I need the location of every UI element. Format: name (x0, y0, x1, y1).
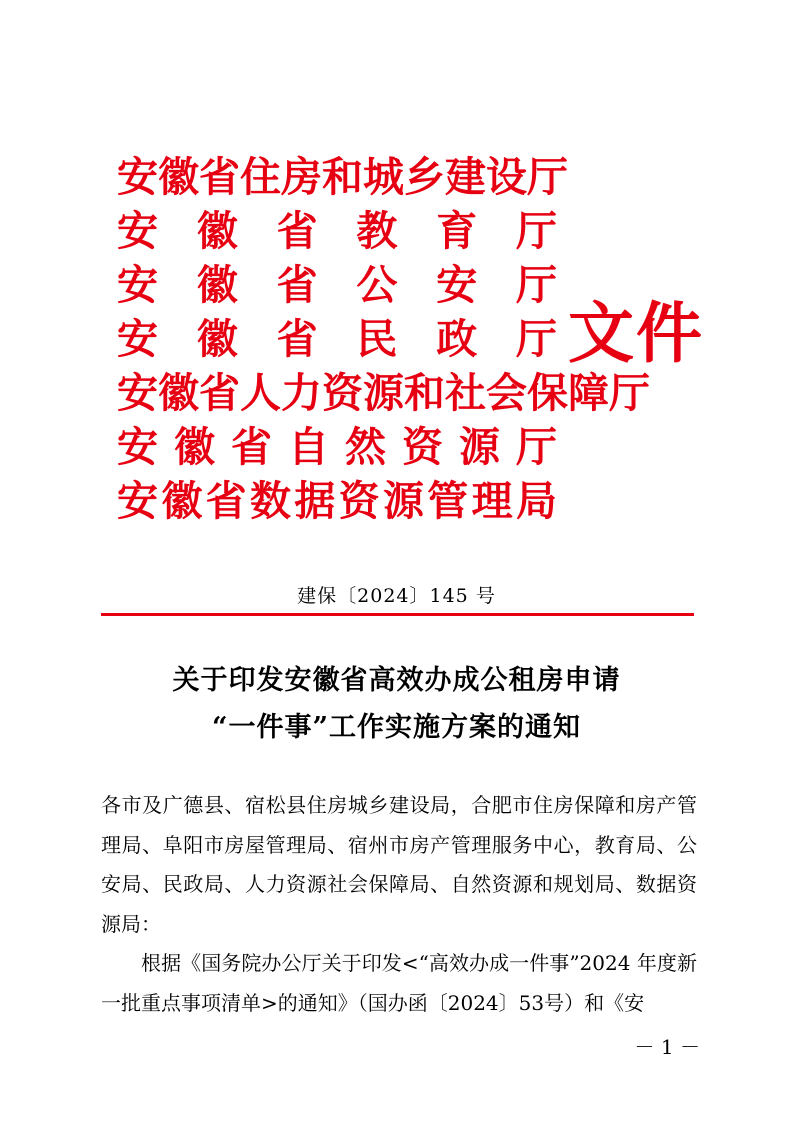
issuer-char: 政 (436, 315, 478, 363)
issuer-char: 建 (445, 153, 486, 201)
issuer-char: 障 (568, 369, 609, 417)
document-suffix: 文件 (568, 294, 704, 372)
issuer-char: 社 (445, 369, 486, 417)
issuer-char: 力 (281, 369, 322, 417)
issuer-char: 局 (515, 477, 557, 525)
issuer-char: 教 (356, 207, 398, 255)
issuer-char: 省 (205, 477, 247, 525)
issuer-char: 安 (117, 261, 158, 309)
issuer-char: 住 (240, 153, 281, 201)
issuer-char: 资 (338, 477, 380, 525)
issuer-line (117, 474, 557, 528)
title-line-2: “一件事”工作实施方案的通知 (211, 712, 582, 743)
issuer-char: 育 (436, 207, 478, 255)
issuer-char: 安 (117, 477, 158, 525)
issuer-char: 省 (276, 315, 318, 363)
issuer-char: 然 (345, 423, 386, 471)
page-number: － 1 － (634, 1035, 700, 1059)
document-body (101, 786, 697, 1023)
issuer-char: 安 (117, 369, 158, 417)
issuer-char: 安 (117, 153, 158, 201)
issuer-char: 徽 (158, 153, 199, 201)
issuer-char: 房 (281, 153, 322, 201)
issuer-line (117, 150, 568, 204)
issuer-char: 徽 (196, 207, 238, 255)
issuer-char: 人 (240, 369, 281, 417)
issuer-char: 省 (199, 153, 240, 201)
issuer-char: 省 (199, 369, 240, 417)
title-line-1: 关于印发安徽省高效办成公租房申请 (172, 665, 621, 696)
issuer-char: 徽 (161, 477, 203, 525)
issuer-char: 徽 (174, 423, 215, 471)
issuer-char: 理 (471, 477, 513, 525)
issuer-char: 源 (382, 477, 424, 525)
issuer-char: 自 (288, 423, 329, 471)
issuer-char: 厅 (515, 315, 557, 363)
issuer-char: 徽 (196, 261, 238, 309)
issuer-char: 和 (404, 369, 445, 417)
document-title (0, 657, 793, 751)
issuer-char: 厅 (515, 207, 557, 255)
issuer-char: 安 (117, 423, 158, 471)
issuer-char: 厅 (609, 369, 650, 417)
issuer-char: 厅 (515, 261, 557, 309)
issuer-line (117, 366, 650, 420)
recipients-paragraph: 各市及广德县、宿松县住房城乡建设局，合肥市住房保障和房产管理局、阜阳市房屋管理局、宿州市房产管理服务中心，教育局、公安局、民政局、人力资源社会保障局、自然资源和规划局、数据资源局： (101, 793, 697, 936)
issuer-char: 资 (402, 423, 443, 471)
issuer-char: 厅 (527, 153, 568, 201)
issuer-char: 省 (276, 261, 318, 309)
issuer-char: 管 (427, 477, 469, 525)
issuer-line (117, 204, 557, 258)
issuer-char: 徽 (196, 315, 238, 363)
issuer-char: 保 (527, 369, 568, 417)
document-number: 建保〔2024〕145 号 (297, 585, 496, 607)
issuer-char: 设 (486, 153, 527, 201)
issuer-line (117, 312, 557, 366)
issuer-line (117, 420, 557, 474)
red-divider (101, 613, 694, 616)
issuer-char: 民 (356, 315, 398, 363)
issuer-char: 源 (363, 369, 404, 417)
issuer-char: 徽 (158, 369, 199, 417)
issuer-char: 安 (117, 315, 158, 363)
issuer-char: 公 (356, 261, 398, 309)
issuer-char: 和 (322, 153, 363, 201)
issuer-char: 省 (231, 423, 272, 471)
issuer-char: 省 (276, 207, 318, 255)
issuer-line (117, 258, 557, 312)
issuer-char: 乡 (404, 153, 445, 201)
issuer-char: 数 (249, 477, 291, 525)
issuer-char: 源 (459, 423, 500, 471)
body-paragraph: 根据《国务院办公厅关于印发<“高效办成一件事”2024 年度新一批重点事项清单>的通知》（国办函〔2024〕53号）和《安 (101, 951, 697, 1015)
issuer-char: 会 (486, 369, 527, 417)
issuer-char: 资 (322, 369, 363, 417)
issuer-char: 厅 (516, 423, 557, 471)
issuer-char: 安 (436, 261, 478, 309)
issuer-char: 据 (294, 477, 336, 525)
issuer-char: 城 (363, 153, 404, 201)
issuer-char: 安 (117, 207, 158, 255)
